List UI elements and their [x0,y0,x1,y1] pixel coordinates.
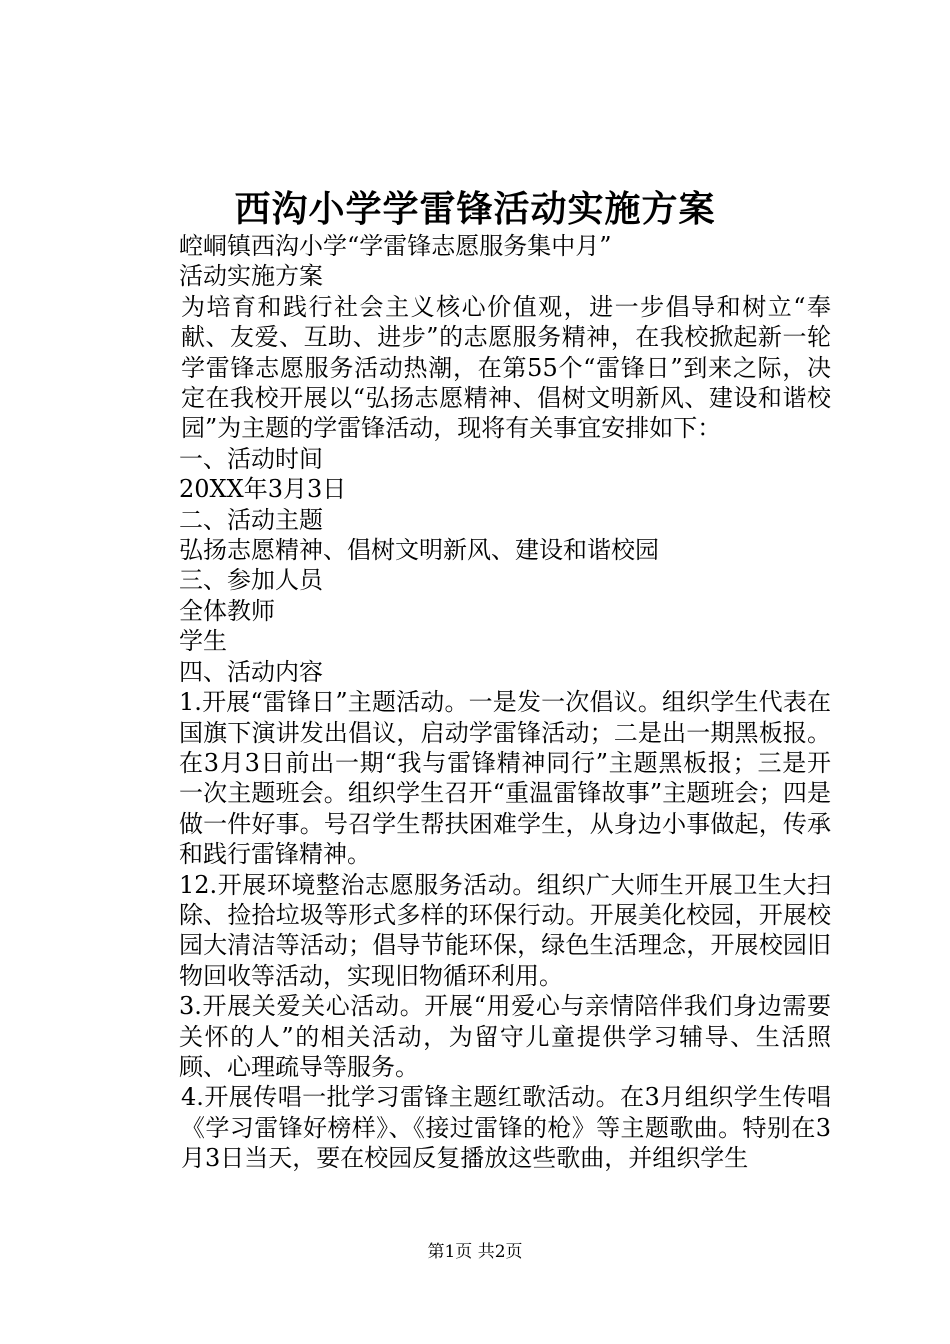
section-heading-participants: 三、参加人员 [179,566,323,595]
activity-theme: 弘扬志愿精神、倡树文明新风、建设和谐校园 [179,536,659,565]
content-item-4: 4.开展传唱一批学习雷锋主题红歌活动。在3月组织学生传唱《学习雷锋好榜样》、《接过雷锋的枪》等主题歌曲。特别在3月3日当天，要在校园反复播放这些歌曲，并组织学生 [181,1083,831,1173]
participants-students: 学生 [179,627,227,656]
subtitle-line-2: 活动实施方案 [179,262,323,291]
page-footer: 第1页 共2页 [427,1242,523,1262]
section-heading-content: 四、活动内容 [179,657,323,686]
intro-paragraph: 为培育和践行社会主义核心价值观，进一步倡导和树立“奉献、友爱、互助、进步”的志愿服务精神，在我校掀起新一轮学雷锋志愿服务活动热潮，在第55个“雷锋日”到来之际，决定在我校开展以“弘扬志愿精神、倡树文明新风、建设和谐校园”为主题的学雷锋活动，现将有关事宜安排如下： [181,292,831,443]
content-item-2: 12.开展环境整治志愿服务活动。组织广大师生开展卫生大扫除、捡拾垃圾等形式多样的环保行动。开展美化校园，开展校园大清洁等活动；倡导节能环保，绿色生活理念，开展校园旧物回收等活动，实现旧物循环利用。 [179,870,831,990]
document-title: 西沟小学学雷锋活动实施方案 [234,188,716,230]
content-item-1: 1.开展“雷锋日”主题活动。一是发一次倡议。组织学生代表在国旗下演讲发出倡议，启动学雷锋活动；二是出一期黑板报。在3月3日前出一期“我与雷锋精神同行”主题黑板报；三是开一次主题班会。组织学生召开“重温雷锋故事”主题班会；四是做一件好事。号召学生帮扶困难学生，从身边小事做起，传承和践行雷锋精神。 [179,688,831,869]
document-body [131,231,831,1174]
activity-date: 20XX年3月3日 [179,475,347,504]
section-heading-theme: 二、活动主题 [179,505,323,534]
content-item-3: 3.开展关爱关心活动。开展“用爱心与亲情陪伴我们身边需要关怀的人”的相关活动，为留守儿童提供学习辅导、生活照顾、心理疏导等服务。 [179,992,831,1081]
section-heading-time: 一、活动时间 [179,444,323,473]
subtitle-line-1: 崆峒镇西沟小学“学雷锋志愿服务集中月” [179,232,612,260]
participants-teachers: 全体教师 [179,596,275,625]
